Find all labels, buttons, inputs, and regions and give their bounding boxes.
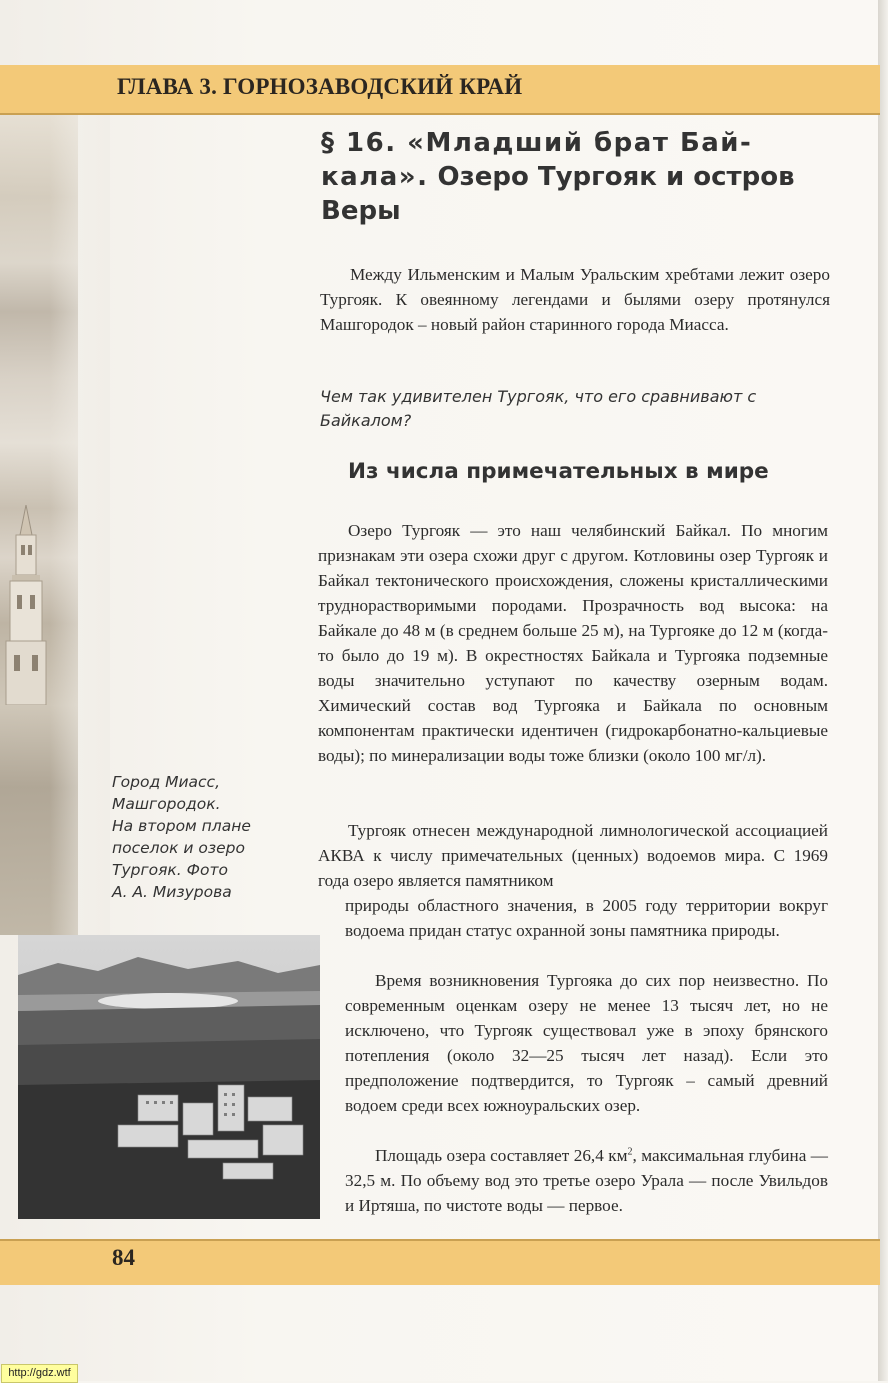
caption-line: На втором плане	[112, 817, 251, 835]
intro-paragraph: Между Ильменским и Малым Уральским хребтами лежит озеро Тургояк. К овеянному легендами и былями озеру протянулся Машгородок – новый район старинного города Миасса.	[320, 265, 830, 334]
caption-line: Машгородок.	[112, 795, 221, 813]
page-number: 84	[112, 1245, 135, 1270]
subheading: Из числа примечательных в мире	[348, 459, 769, 484]
photo-caption	[112, 771, 302, 903]
paragraph-comparison: Озеро Тургояк — это наш челябинский Байкал. По многим признакам эти озера схожи друг с другом. Котловины озер Тургояк и Байкал тектонического происхождения, сложены кристаллическими труднорастворимыми породами. Прозрачность вод высока: на Байкале до 48 м (в среднем больше 25 м), на Тургояке до 12 м (когда-то было до 19 м). В окрестностях Байкала и Тургояка подземные воды значительно уступают по качеству озерным водам. Химический состав вод Тургояка и Байкала по основным компонентам практически идентичен (гидрокарбонатно-кальциевые воды); по минерализации воды тоже близки (около 100 мг/л).	[318, 521, 828, 765]
section-title-bold: § 16. «Младший брат Бай-кала».	[321, 128, 753, 192]
site-watermark-tag: http://gdz.wtf	[1, 1364, 78, 1383]
paragraph-area	[345, 1143, 828, 1218]
paragraph-age: Время возникновения Тургояка до сих пор неизвестно. По современным оценкам озеру не менее 13 тысяч лет, но не исключено, что Тургояк существовал уже в эпоху брянского потепления (около 32—25 тысяч лет назад). Если это предположение подтвердится, то Тургояк – самый древний водоем среди всех южноуральских озер.	[345, 971, 828, 1115]
section-title	[321, 126, 831, 228]
caption-line: Город Миасс,	[112, 773, 221, 791]
miass-city-photo	[18, 935, 320, 1219]
paragraph-akva-part2: природы областного значения, в 2005 году территории вокруг водоема придан статус охранной зоны памятника природы.	[345, 896, 828, 940]
section-title-rest: Озеро Тургояк и остров Веры	[321, 162, 795, 226]
photo-strip-fade	[50, 115, 110, 935]
church-tower-illustration	[2, 505, 50, 705]
area-superscript: 2	[627, 1146, 633, 1158]
guiding-question: Чем так удивителен Тургояк, что его сравнивают с Байкалом?	[320, 387, 757, 430]
area-text-start: Площадь озера составляет 26,4 км	[375, 1146, 628, 1165]
page-edge-shadow	[878, 0, 888, 1381]
area-text-end: , максимальная глубина — 32,5 м. По объему вод это третье озеро Урала — после Увильдов и Иртяша, по чистоте воды — первое.	[345, 1146, 828, 1215]
caption-line: Тургояк. Фото	[112, 861, 228, 879]
caption-line: А. А. Мизурова	[112, 883, 232, 901]
caption-line: поселок и озеро	[112, 839, 245, 857]
photo-illustration	[18, 935, 320, 1219]
chapter-title: ГЛАВА 3. ГОРНОЗАВОДСКИЙ КРАЙ	[117, 74, 523, 99]
paragraph-akva-part1: Тургояк отнесен международной лимнологической ассоциацией АКВА к числу примечательных (ценных) водоемов мира. С 1969 года озеро является памятником	[318, 821, 828, 890]
